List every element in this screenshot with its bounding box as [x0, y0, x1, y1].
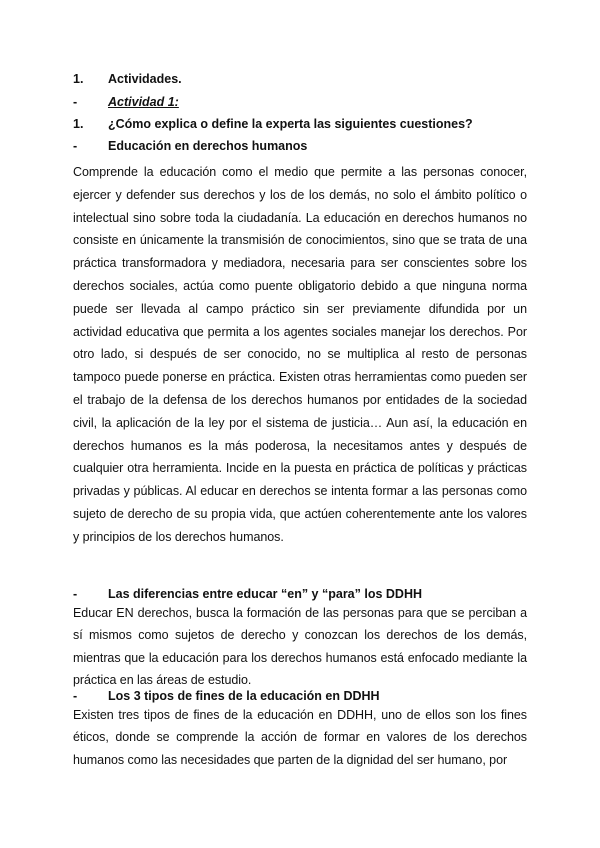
heading-tipos-fines — [73, 688, 380, 704]
heading-bullet: - — [73, 587, 78, 601]
paragraph-tipos-fines: Existen tres tipos de fines de la educación en DDHH, uno de ellos son los fines éticos, donde se comprende la acción de formar en valores de los derechos humanos como las necesidades que parten de la dignidad del ser humano, por — [73, 708, 527, 767]
heading-bullet: - — [73, 95, 78, 109]
heading-bullet: - — [73, 689, 78, 703]
heading-text: Educación en derechos humanos — [108, 139, 308, 153]
heading-text: Las diferencias entre educar “en” y “para” los DDHH — [108, 587, 422, 601]
paragraph-educacion-ddhh: Comprende la educación como el medio que permite a las personas conocer, ejercer y defender sus derechos y los de los demás, no solo el ámbito político o intelectual sino sobre toda la ciudadanía. La educación en derechos humanos no consiste en únicamente la transmisión de conocimientos, sino que se trata de una práctica transformadora y mediadora, necesaria para ser conscientes sobre los derechos sociales, actúa como puente obligatorio debido a que ninguna norma puede ser llevada al campo práctico sin ser previamente difundida por un actividad educativa que permita a los agentes sociales manejar los derechos. Por otro lado, si después de ser conocido, no se multiplica al resto de personas tampoco puede ponerse en práctica. Existen otras herramientas como pueden ser el trabajo de la defensa de los derechos humanos por entidades de la sociedad civil, la aplicación de la ley por el sistema de justicia… Aun así, la educación en derechos humanos es la más poderosa, la necesitamos antes y después de cualquier otra herramienta. Incide en la puesta en práctica de políticas y prácticas privadas y públicas. Al educar en derechos se intenta formar a las personas como sujeto de derecho de su propia vida, que actúen coherentemente ante los valores y principios de los derechos humanos. — [73, 165, 527, 544]
heading-question — [73, 116, 473, 132]
heading-number: 1. — [73, 72, 84, 86]
heading-text: ¿Cómo explica o define la experta las siguientes cuestiones? — [108, 117, 473, 131]
heading-diferencias — [73, 586, 422, 602]
heading-text: Los 3 tipos de fines de la educación en DDHH — [108, 689, 380, 703]
heading-bullet: - — [73, 139, 78, 153]
heading-number: 1. — [73, 117, 84, 131]
heading-text: Actividad 1: — [108, 95, 179, 109]
heading-educacion-ddhh — [73, 138, 307, 154]
heading-actividad-1 — [73, 94, 179, 110]
heading-actividades — [73, 71, 182, 87]
heading-text: Actividades. — [108, 72, 182, 86]
paragraph-diferencias: Educar EN derechos, busca la formación de las personas para que se perciban a sí mismos como sujetos de derecho y conozcan los derechos de los demás, mientras que la educación para los derechos humanos está enfocado mediante la práctica en las áreas de estudio. — [73, 606, 527, 688]
